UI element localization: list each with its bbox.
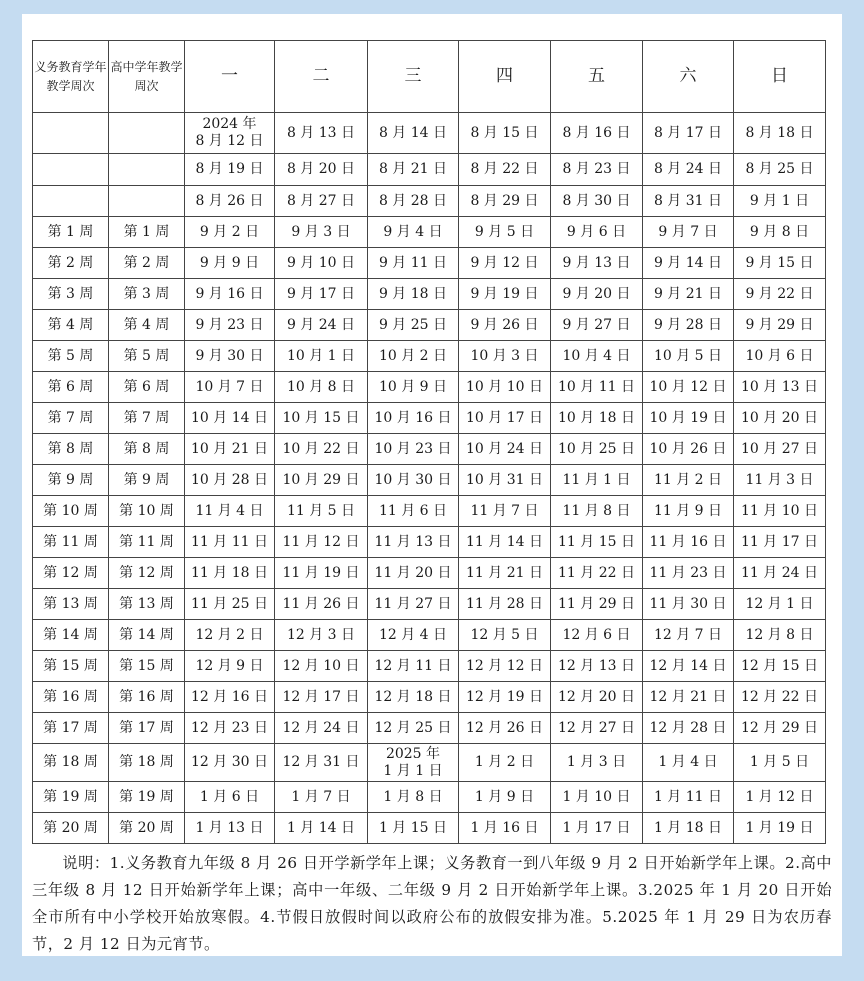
compulsory-week-cell: 第 20 周 — [33, 813, 109, 844]
date-cell: 1 月 3 日 — [551, 744, 643, 782]
date-cell: 10 月 2 日 — [368, 341, 459, 372]
date-cell: 9 月 27 日 — [551, 310, 643, 341]
date-cell: 11 月 19 日 — [275, 558, 368, 589]
date-cell: 9 月 11 日 — [368, 248, 459, 279]
date-cell: 8 月 15 日 — [459, 113, 551, 154]
week-row — [33, 558, 826, 589]
compulsory-week-cell: 第 10 周 — [33, 496, 109, 527]
date-cell: 10 月 8 日 — [275, 372, 368, 403]
week-row — [33, 782, 826, 813]
date-cell: 8 月 25 日 — [734, 154, 826, 186]
date-cell: 8 月 19 日 — [185, 154, 275, 186]
week-row — [33, 154, 826, 186]
date-cell: 12 月 12 日 — [459, 651, 551, 682]
date-cell: 8 月 13 日 — [275, 113, 368, 154]
date-cell: 9 月 8 日 — [734, 217, 826, 248]
highschool-week-cell: 第 5 周 — [109, 341, 185, 372]
date-cell: 10 月 12 日 — [643, 372, 734, 403]
date-cell: 9 月 16 日 — [185, 279, 275, 310]
date-cell: 11 月 2 日 — [643, 465, 734, 496]
date-cell: 12 月 24 日 — [275, 713, 368, 744]
date-cell: 1 月 9 日 — [459, 782, 551, 813]
date-cell: 10 月 6 日 — [734, 341, 826, 372]
date-cell: 11 月 24 日 — [734, 558, 826, 589]
compulsory-week-cell — [33, 186, 109, 217]
date-cell: 10 月 28 日 — [185, 465, 275, 496]
date-cell: 12 月 22 日 — [734, 682, 826, 713]
header-monday: 一 — [185, 41, 275, 113]
highschool-week-cell: 第 11 周 — [109, 527, 185, 558]
week-row — [33, 341, 826, 372]
date-cell: 2025 年 1 月 1 日 — [368, 744, 459, 782]
date-cell: 11 月 8 日 — [551, 496, 643, 527]
date-cell: 8 月 27 日 — [275, 186, 368, 217]
date-cell: 11 月 6 日 — [368, 496, 459, 527]
date-cell: 11 月 5 日 — [275, 496, 368, 527]
highschool-week-cell: 第 12 周 — [109, 558, 185, 589]
compulsory-week-cell: 第 18 周 — [33, 744, 109, 782]
date-cell: 10 月 3 日 — [459, 341, 551, 372]
compulsory-week-cell: 第 3 周 — [33, 279, 109, 310]
compulsory-week-cell: 第 7 周 — [33, 403, 109, 434]
date-cell: 9 月 17 日 — [275, 279, 368, 310]
date-cell: 12 月 9 日 — [185, 651, 275, 682]
header-friday: 五 — [551, 41, 643, 113]
highschool-week-cell: 第 14 周 — [109, 620, 185, 651]
date-cell: 12 月 2 日 — [185, 620, 275, 651]
date-cell: 10 月 29 日 — [275, 465, 368, 496]
week-row — [33, 248, 826, 279]
calendar-body — [33, 113, 826, 844]
date-cell: 9 月 28 日 — [643, 310, 734, 341]
date-cell: 9 月 14 日 — [643, 248, 734, 279]
highschool-week-cell: 第 6 周 — [109, 372, 185, 403]
week-row — [33, 372, 826, 403]
explanation-note: 说明：1.义务教育九年级 8 月 26 日开学新学年上课；义务教育一到八年级 9 月 2 日开始新学年上课。2.高中三年级 8 月 12 日开始新学年上课；高中一年级、二年级 9 月 2 日开始新学年上课。3.2025 年 1 月 20 日开始全市所有中小学校开始放寒假。4.节假日放假时间以政府公布的放假安排为准。5.2025 年 1 月 29 日为农历春节，2 月 12 日为元宵节。 — [32, 854, 832, 953]
date-cell: 11 月 21 日 — [459, 558, 551, 589]
compulsory-week-cell: 第 17 周 — [33, 713, 109, 744]
date-cell: 10 月 1 日 — [275, 341, 368, 372]
date-cell: 8 月 29 日 — [459, 186, 551, 217]
calendar-card — [22, 14, 842, 956]
date-cell: 11 月 30 日 — [643, 589, 734, 620]
highschool-week-cell: 第 4 周 — [109, 310, 185, 341]
compulsory-week-cell: 第 13 周 — [33, 589, 109, 620]
date-cell: 8 月 20 日 — [275, 154, 368, 186]
highschool-week-cell: 第 10 周 — [109, 496, 185, 527]
header-tuesday: 二 — [275, 41, 368, 113]
date-cell: 9 月 5 日 — [459, 217, 551, 248]
date-cell: 9 月 19 日 — [459, 279, 551, 310]
date-cell: 12 月 26 日 — [459, 713, 551, 744]
date-cell: 9 月 18 日 — [368, 279, 459, 310]
week-row — [33, 713, 826, 744]
highschool-week-cell: 第 13 周 — [109, 589, 185, 620]
date-cell: 10 月 31 日 — [459, 465, 551, 496]
date-cell: 9 月 22 日 — [734, 279, 826, 310]
date-cell: 11 月 12 日 — [275, 527, 368, 558]
date-cell: 11 月 13 日 — [368, 527, 459, 558]
date-cell: 10 月 26 日 — [643, 434, 734, 465]
date-cell: 12 月 5 日 — [459, 620, 551, 651]
date-cell: 9 月 15 日 — [734, 248, 826, 279]
date-cell: 10 月 20 日 — [734, 403, 826, 434]
date-cell: 11 月 27 日 — [368, 589, 459, 620]
week-row — [33, 186, 826, 217]
date-cell: 12 月 15 日 — [734, 651, 826, 682]
date-cell: 11 月 23 日 — [643, 558, 734, 589]
date-cell: 10 月 4 日 — [551, 341, 643, 372]
date-cell: 12 月 31 日 — [275, 744, 368, 782]
week-row — [33, 682, 826, 713]
date-cell: 1 月 5 日 — [734, 744, 826, 782]
date-cell: 12 月 18 日 — [368, 682, 459, 713]
header-sunday: 日 — [734, 41, 826, 113]
date-cell: 8 月 31 日 — [643, 186, 734, 217]
compulsory-week-cell: 第 5 周 — [33, 341, 109, 372]
date-cell: 11 月 16 日 — [643, 527, 734, 558]
highschool-week-cell: 第 18 周 — [109, 744, 185, 782]
header-row — [33, 41, 826, 113]
date-cell: 10 月 15 日 — [275, 403, 368, 434]
week-row — [33, 651, 826, 682]
date-cell: 1 月 12 日 — [734, 782, 826, 813]
date-cell: 1 月 8 日 — [368, 782, 459, 813]
highschool-week-cell — [109, 113, 185, 154]
date-cell: 12 月 27 日 — [551, 713, 643, 744]
date-cell: 12 月 21 日 — [643, 682, 734, 713]
highschool-week-cell: 第 20 周 — [109, 813, 185, 844]
date-cell: 9 月 4 日 — [368, 217, 459, 248]
date-cell: 9 月 3 日 — [275, 217, 368, 248]
date-cell: 12 月 4 日 — [368, 620, 459, 651]
date-cell: 11 月 14 日 — [459, 527, 551, 558]
date-cell: 10 月 9 日 — [368, 372, 459, 403]
compulsory-week-cell: 第 15 周 — [33, 651, 109, 682]
date-cell: 12 月 30 日 — [185, 744, 275, 782]
date-cell: 9 月 24 日 — [275, 310, 368, 341]
date-cell: 12 月 1 日 — [734, 589, 826, 620]
date-cell: 11 月 28 日 — [459, 589, 551, 620]
date-cell: 9 月 23 日 — [185, 310, 275, 341]
date-cell: 11 月 1 日 — [551, 465, 643, 496]
week-row — [33, 310, 826, 341]
date-cell: 1 月 4 日 — [643, 744, 734, 782]
date-cell: 12 月 25 日 — [368, 713, 459, 744]
date-cell: 11 月 11 日 — [185, 527, 275, 558]
date-cell: 9 月 6 日 — [551, 217, 643, 248]
date-cell: 10 月 13 日 — [734, 372, 826, 403]
date-cell: 11 月 4 日 — [185, 496, 275, 527]
date-cell: 10 月 23 日 — [368, 434, 459, 465]
date-cell: 11 月 22 日 — [551, 558, 643, 589]
week-row — [33, 589, 826, 620]
date-cell: 9 月 13 日 — [551, 248, 643, 279]
date-cell: 12 月 16 日 — [185, 682, 275, 713]
compulsory-week-cell: 第 16 周 — [33, 682, 109, 713]
date-cell: 10 月 19 日 — [643, 403, 734, 434]
highschool-week-cell: 第 8 周 — [109, 434, 185, 465]
date-cell: 12 月 29 日 — [734, 713, 826, 744]
header-thursday: 四 — [459, 41, 551, 113]
date-cell: 1 月 19 日 — [734, 813, 826, 844]
date-cell: 12 月 8 日 — [734, 620, 826, 651]
date-cell: 9 月 1 日 — [734, 186, 826, 217]
date-cell: 12 月 14 日 — [643, 651, 734, 682]
date-cell: 8 月 26 日 — [185, 186, 275, 217]
date-cell: 1 月 7 日 — [275, 782, 368, 813]
date-cell: 11 月 17 日 — [734, 527, 826, 558]
date-cell: 1 月 17 日 — [551, 813, 643, 844]
date-cell: 11 月 20 日 — [368, 558, 459, 589]
compulsory-week-cell: 第 9 周 — [33, 465, 109, 496]
highschool-week-cell: 第 1 周 — [109, 217, 185, 248]
highschool-week-cell: 第 17 周 — [109, 713, 185, 744]
compulsory-week-cell: 第 12 周 — [33, 558, 109, 589]
date-cell: 1 月 15 日 — [368, 813, 459, 844]
date-cell: 9 月 30 日 — [185, 341, 275, 372]
highschool-week-cell: 第 16 周 — [109, 682, 185, 713]
highschool-week-cell: 第 3 周 — [109, 279, 185, 310]
school-calendar-table — [32, 40, 826, 844]
date-cell: 8 月 22 日 — [459, 154, 551, 186]
date-cell: 10 月 11 日 — [551, 372, 643, 403]
header-compulsory-week: 义务教育学年教学周次 — [33, 41, 109, 113]
header-wednesday: 三 — [368, 41, 459, 113]
date-cell: 9 月 25 日 — [368, 310, 459, 341]
date-cell: 11 月 29 日 — [551, 589, 643, 620]
date-cell: 10 月 5 日 — [643, 341, 734, 372]
date-cell: 9 月 12 日 — [459, 248, 551, 279]
date-cell: 1 月 6 日 — [185, 782, 275, 813]
date-cell: 10 月 14 日 — [185, 403, 275, 434]
date-cell: 9 月 20 日 — [551, 279, 643, 310]
compulsory-week-cell — [33, 154, 109, 186]
date-cell: 8 月 23 日 — [551, 154, 643, 186]
highschool-week-cell — [109, 186, 185, 217]
date-cell: 12 月 6 日 — [551, 620, 643, 651]
date-cell: 9 月 21 日 — [643, 279, 734, 310]
date-cell: 10 月 25 日 — [551, 434, 643, 465]
highschool-week-cell — [109, 154, 185, 186]
date-cell: 2024 年 8 月 12 日 — [185, 113, 275, 154]
week-row — [33, 465, 826, 496]
date-cell: 11 月 15 日 — [551, 527, 643, 558]
date-cell: 12 月 17 日 — [275, 682, 368, 713]
date-cell: 12 月 19 日 — [459, 682, 551, 713]
date-cell: 11 月 25 日 — [185, 589, 275, 620]
date-cell: 9 月 9 日 — [185, 248, 275, 279]
date-cell: 11 月 18 日 — [185, 558, 275, 589]
date-cell: 9 月 29 日 — [734, 310, 826, 341]
compulsory-week-cell: 第 2 周 — [33, 248, 109, 279]
week-row — [33, 217, 826, 248]
date-cell: 1 月 10 日 — [551, 782, 643, 813]
date-cell: 1 月 16 日 — [459, 813, 551, 844]
date-cell: 11 月 10 日 — [734, 496, 826, 527]
date-cell: 8 月 14 日 — [368, 113, 459, 154]
date-cell: 10 月 30 日 — [368, 465, 459, 496]
week-row — [33, 744, 826, 782]
date-cell: 12 月 28 日 — [643, 713, 734, 744]
compulsory-week-cell: 第 6 周 — [33, 372, 109, 403]
date-cell: 12 月 3 日 — [275, 620, 368, 651]
date-cell: 1 月 2 日 — [459, 744, 551, 782]
date-cell: 12 月 7 日 — [643, 620, 734, 651]
date-cell: 10 月 21 日 — [185, 434, 275, 465]
date-cell: 9 月 7 日 — [643, 217, 734, 248]
highschool-week-cell: 第 2 周 — [109, 248, 185, 279]
week-row — [33, 279, 826, 310]
date-cell: 10 月 27 日 — [734, 434, 826, 465]
week-row — [33, 813, 826, 844]
date-cell: 8 月 21 日 — [368, 154, 459, 186]
date-cell: 12 月 13 日 — [551, 651, 643, 682]
date-cell: 10 月 24 日 — [459, 434, 551, 465]
compulsory-week-cell: 第 19 周 — [33, 782, 109, 813]
date-cell: 12 月 23 日 — [185, 713, 275, 744]
compulsory-week-cell: 第 1 周 — [33, 217, 109, 248]
header-saturday: 六 — [643, 41, 734, 113]
compulsory-week-cell: 第 11 周 — [33, 527, 109, 558]
date-cell: 12 月 10 日 — [275, 651, 368, 682]
date-cell: 11 月 3 日 — [734, 465, 826, 496]
date-cell: 8 月 16 日 — [551, 113, 643, 154]
date-cell: 8 月 17 日 — [643, 113, 734, 154]
week-row — [33, 403, 826, 434]
compulsory-week-cell: 第 8 周 — [33, 434, 109, 465]
compulsory-week-cell: 第 4 周 — [33, 310, 109, 341]
week-row — [33, 113, 826, 154]
highschool-week-cell: 第 15 周 — [109, 651, 185, 682]
date-cell: 12 月 20 日 — [551, 682, 643, 713]
date-cell: 10 月 16 日 — [368, 403, 459, 434]
compulsory-week-cell — [33, 113, 109, 154]
date-cell: 8 月 18 日 — [734, 113, 826, 154]
date-cell: 10 月 18 日 — [551, 403, 643, 434]
date-cell: 12 月 11 日 — [368, 651, 459, 682]
compulsory-week-cell: 第 14 周 — [33, 620, 109, 651]
date-cell: 10 月 22 日 — [275, 434, 368, 465]
date-cell: 8 月 24 日 — [643, 154, 734, 186]
header-highschool-week: 高中学年教学周次 — [109, 41, 185, 113]
highschool-week-cell: 第 7 周 — [109, 403, 185, 434]
date-cell: 1 月 13 日 — [185, 813, 275, 844]
highschool-week-cell: 第 19 周 — [109, 782, 185, 813]
week-row — [33, 434, 826, 465]
date-cell: 1 月 14 日 — [275, 813, 368, 844]
date-cell: 8 月 28 日 — [368, 186, 459, 217]
week-row — [33, 620, 826, 651]
date-cell: 11 月 26 日 — [275, 589, 368, 620]
date-cell: 1 月 11 日 — [643, 782, 734, 813]
date-cell: 9 月 26 日 — [459, 310, 551, 341]
week-row — [33, 496, 826, 527]
date-cell: 9 月 2 日 — [185, 217, 275, 248]
highschool-week-cell: 第 9 周 — [109, 465, 185, 496]
date-cell: 10 月 10 日 — [459, 372, 551, 403]
date-cell: 10 月 7 日 — [185, 372, 275, 403]
date-cell: 1 月 18 日 — [643, 813, 734, 844]
date-cell: 9 月 10 日 — [275, 248, 368, 279]
date-cell: 11 月 9 日 — [643, 496, 734, 527]
week-row — [33, 527, 826, 558]
date-cell: 8 月 30 日 — [551, 186, 643, 217]
date-cell: 11 月 7 日 — [459, 496, 551, 527]
date-cell: 10 月 17 日 — [459, 403, 551, 434]
